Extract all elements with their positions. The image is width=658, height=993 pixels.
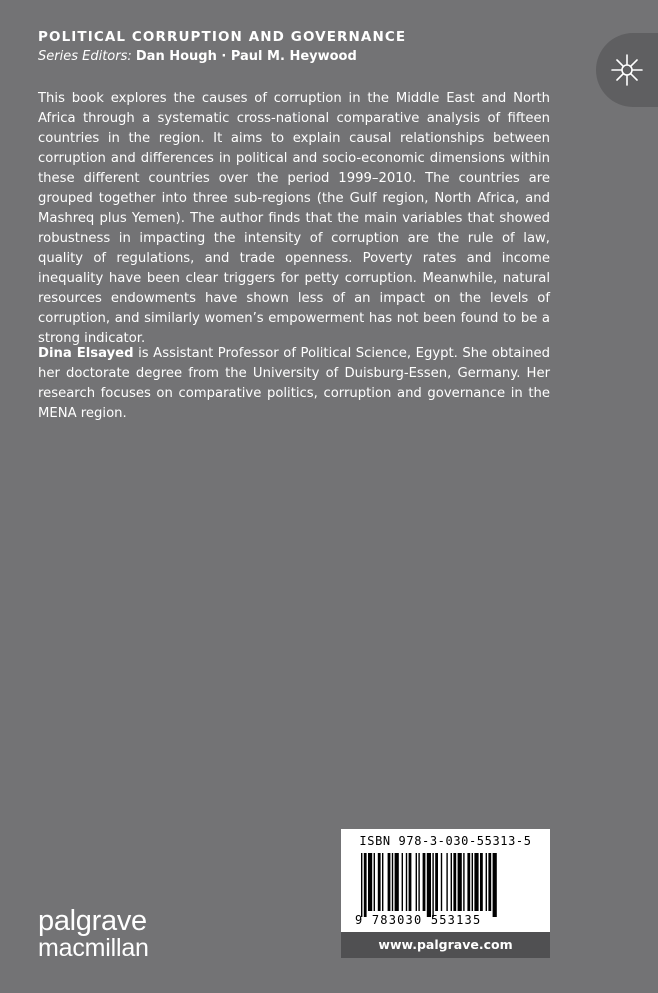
publisher-name-line1: palgrave (38, 905, 147, 937)
series-editors-names: Dan Hough · Paul M. Heywood (135, 49, 357, 64)
author-name: Dina Elsayed (38, 346, 134, 361)
isbn-barcode (341, 829, 550, 932)
book-description: This book explores the causes of corruption in the Middle East and North Africa through a systematic cross-national comparative analysis of fifteen countries in the region. It aims to explain causal relationships between corruption and differences in political and socio-economic dimensions within these different countries over the period 1999–2010. The countries are grouped together into three sub-regions (the Gulf region, North Africa, and Mashreq plus Yemen). The author finds that the main variables that showed robustness in impacting the intensity of corruption are the rule of law, quality of regulations, and trade openness. Poverty rates and income inequality have been clear triggers for petty corruption. Meanwhile, natural resources endowments have shown less of an impact on the levels of corruption, and similarly women’s empowerment has not been found to be a strong indicator. (38, 91, 550, 346)
series-editors-label: Series Editors: (38, 49, 132, 64)
publisher-logo (38, 905, 149, 962)
barcode-digits: 9 783030 553135 (355, 913, 482, 927)
publisher-website: www.palgrave.com (341, 932, 550, 958)
author-bio (38, 344, 550, 424)
isbn-number: ISBN 978-3-030-55313-5 (359, 834, 532, 848)
series-editors (38, 49, 357, 64)
publisher-name-line2: macmillan (38, 934, 149, 962)
author-bio-text: is Assistant Professor of Political Science, Egypt. She obtained her doctorate degree from the University of Duisburg-Essen, Germany. Her research focuses on comparative politics, corruption and governance in the MENA region. (38, 346, 551, 421)
barcode-icon (359, 853, 537, 917)
series-title: POLITICAL CORRUPTION AND GOVERNANCE (38, 29, 407, 45)
palgrave-star-logo-icon (610, 53, 644, 87)
publisher-logo-tab (596, 33, 658, 107)
